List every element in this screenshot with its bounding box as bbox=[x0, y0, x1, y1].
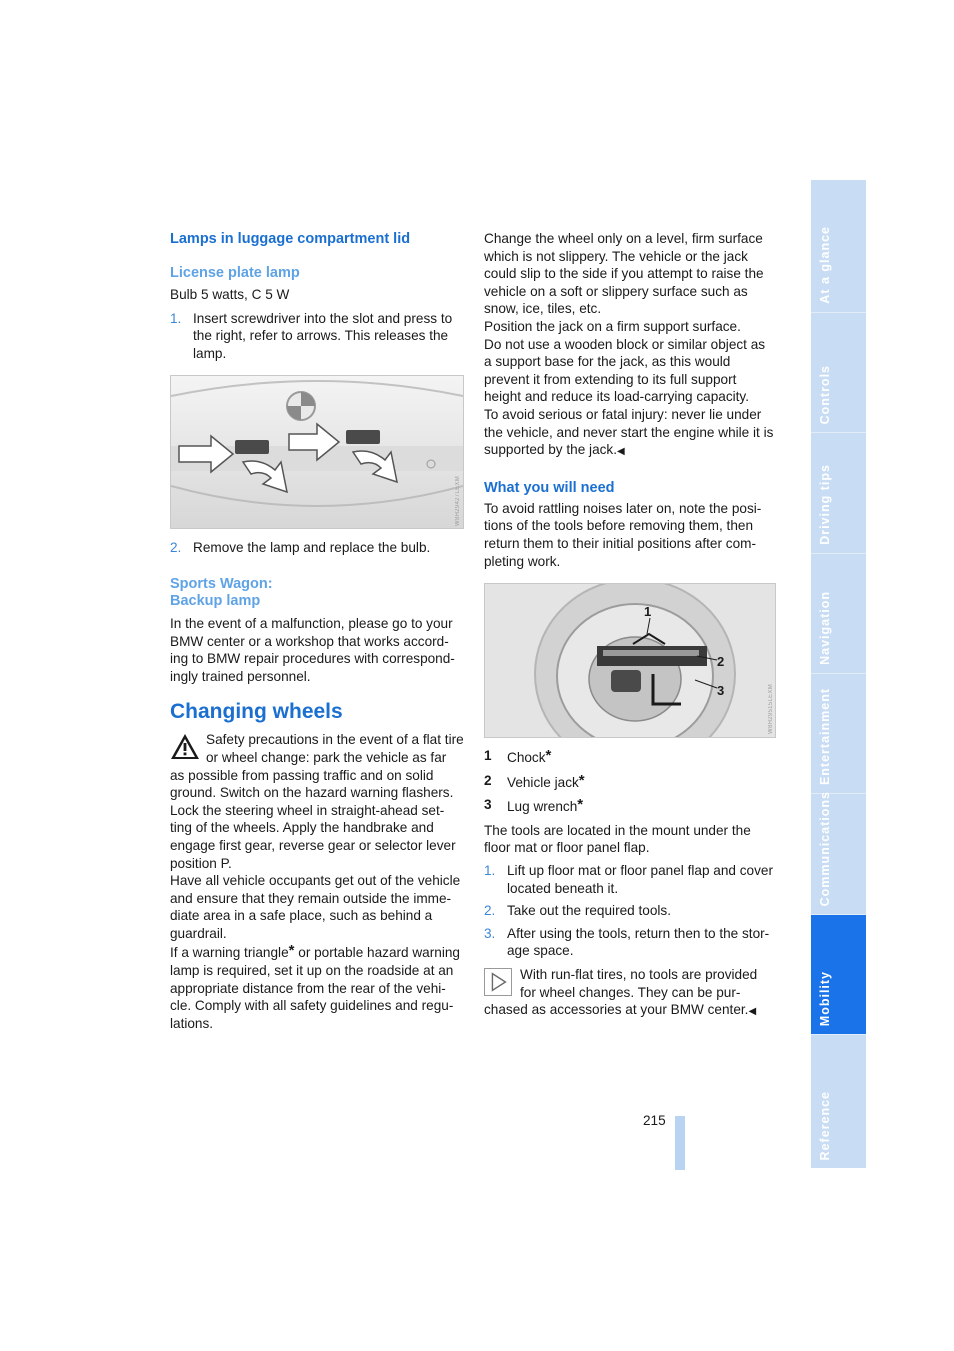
tool-number: 2 bbox=[484, 772, 492, 788]
end-mark-icon: ◀ bbox=[748, 1006, 757, 1018]
surface-paragraph-4 bbox=[484, 406, 776, 461]
tool-list bbox=[484, 747, 776, 816]
callout-3: 3 bbox=[717, 683, 725, 699]
safety-warning bbox=[170, 731, 464, 1032]
need-paragraph: To avoid rattling noises later on, note the posi-tions of the tools before removing them, then return them to their initial positions after com-pleting work. bbox=[484, 500, 762, 569]
end-mark-icon: ◀ bbox=[617, 446, 625, 458]
step-2 bbox=[170, 539, 464, 557]
tools-step-1 bbox=[484, 862, 776, 897]
tool-item bbox=[484, 796, 776, 816]
tool-name: Lug wrench bbox=[507, 799, 578, 815]
tab-label: Controls bbox=[818, 364, 832, 424]
tab-label: Navigation bbox=[818, 591, 832, 665]
tool-label bbox=[507, 796, 583, 816]
step-number: 3. bbox=[484, 925, 496, 941]
run-flat-note bbox=[484, 966, 776, 1021]
chapter-sidebar bbox=[811, 180, 866, 1168]
step-text: Take out the required tools. bbox=[507, 903, 671, 919]
tab-label: Communications bbox=[818, 790, 832, 906]
license-plate-lamp-illustration bbox=[171, 376, 463, 528]
tools-step-3 bbox=[484, 925, 776, 960]
license-plate-lamp-figure bbox=[170, 375, 464, 529]
note-text: With run-flat tires, no tools are provided for wheel changes. They can be pur-chased as accessories at your BMW center. bbox=[484, 967, 758, 1018]
tab-entertainment[interactable] bbox=[811, 674, 866, 794]
spare-wheel-well-illustration bbox=[485, 584, 775, 737]
tool-number: 1 bbox=[484, 748, 492, 764]
tab-label: Mobility bbox=[818, 970, 832, 1026]
section-heading-what-you-need: What you will need bbox=[484, 479, 615, 496]
callout-1: 1 bbox=[644, 604, 652, 620]
safety-text-a: If a warning triangle bbox=[170, 945, 289, 961]
tab-label: At a glance bbox=[818, 226, 832, 304]
optional-equipment-star: * bbox=[545, 747, 552, 765]
step-number: 1. bbox=[170, 310, 182, 326]
tool-name: Vehicle jack bbox=[507, 774, 579, 790]
step-number: 2. bbox=[484, 903, 496, 919]
safety-paragraph-3 bbox=[170, 942, 464, 1032]
tab-driving-tips[interactable] bbox=[811, 433, 866, 554]
section-heading-changing-wheels: Changing wheels bbox=[170, 700, 343, 724]
tab-reference[interactable] bbox=[811, 1035, 866, 1168]
step-text: Insert screwdriver into the slot and press to the right, refer to arrows. This releases the lamp. bbox=[193, 310, 453, 361]
surface-paragraph-3: Do not use a wooden block or similar object as a support base for the jack, as this would prevent it from extending to its full support height and reduce its load-carrying capacity. bbox=[484, 336, 766, 405]
surface-paragraph-1: Change the wheel only on a level, firm surface which is not slippery. The vehicle or the jack could slip to the side if you attempt to raise the vehicle on a soft or slippery surface such as snow, ice, tiles, etc. bbox=[484, 231, 764, 317]
step-number: 1. bbox=[484, 863, 496, 879]
note-arrow-icon bbox=[484, 968, 512, 996]
safety-paragraph-2: Have all vehicle occupants get out of the vehicle and ensure that they remain outside the imme-diate area in a safe place, such as behind a guardrail. bbox=[170, 873, 461, 941]
tool-number: 3 bbox=[484, 797, 492, 813]
section-heading-lamps: Lamps in luggage compartment lid bbox=[170, 231, 411, 247]
surface-paragraph-2: Position the jack on a firm support surface. bbox=[484, 318, 741, 334]
tab-label: Reference bbox=[818, 1090, 832, 1160]
warning-triangle-icon bbox=[170, 732, 200, 760]
step-text: Lift up floor mat or floor panel flap and cover located beneath it. bbox=[507, 863, 773, 896]
step-1 bbox=[170, 310, 464, 363]
figure-code: W8H29427LEXM bbox=[455, 476, 461, 527]
left-column bbox=[170, 228, 464, 1032]
tab-navigation[interactable] bbox=[811, 554, 866, 674]
tab-communications[interactable] bbox=[811, 790, 866, 915]
subheading-license-plate-lamp: License plate lamp bbox=[170, 265, 300, 281]
note-paragraph bbox=[484, 966, 776, 1021]
step-text: Remove the lamp and replace the bulb. bbox=[193, 540, 431, 556]
tab-mobility[interactable] bbox=[811, 915, 866, 1035]
step-text: After using the tools, return then to the stor-age space. bbox=[507, 925, 770, 959]
safety-text-b: or portable hazard warning lamp is required, set it up on the roadside at an appropriate distance from the rear of the vehi-cle. Comply with all safety guidelines and regu-lations. bbox=[170, 945, 460, 1031]
tab-controls[interactable] bbox=[811, 313, 866, 433]
tool-item bbox=[484, 772, 776, 792]
tab-label: Entertainment bbox=[818, 687, 832, 785]
right-column bbox=[484, 228, 776, 1021]
tool-item bbox=[484, 747, 776, 767]
subheading-backup-lamp: Backup lamp bbox=[170, 592, 261, 609]
tab-at-a-glance[interactable] bbox=[811, 180, 866, 313]
tab-label: Driving tips bbox=[818, 464, 832, 545]
step-number: 2. bbox=[170, 540, 182, 556]
safety-paragraph-1: Safety precautions in the event of a flat tire or wheel change: park the vehicle as far as possible from passing traffic and on solid ground. Switch on the hazard warning flashers. Lock the steering wheel in straight-ahead set-ting of the wheels. Apply the handbrake and engage first gear, reverse gear or selector lever position P. bbox=[170, 732, 464, 871]
wagon-paragraph: In the event of a malfunction, please go to your BMW center or a workshop that works accord-ing to BMW repair procedures with correspond-ingly trained personnel. bbox=[170, 615, 455, 684]
surface-text: To avoid serious or fatal injury: never lie under the vehicle, and never start the engine while it is supported by the jack. bbox=[484, 406, 774, 458]
tool-label bbox=[507, 747, 551, 767]
page-number: 215 bbox=[643, 1113, 666, 1128]
optional-equipment-star: * bbox=[288, 942, 295, 960]
tools-step-2 bbox=[484, 902, 776, 920]
subheading-sports-wagon: Sports Wagon: bbox=[170, 575, 273, 592]
tool-kit-figure bbox=[484, 583, 776, 738]
tool-name: Chock bbox=[507, 750, 546, 766]
callout-2: 2 bbox=[717, 654, 725, 670]
figure-code: W8H29515LEXM bbox=[768, 684, 774, 735]
bulb-spec: Bulb 5 watts, C 5 W bbox=[170, 287, 290, 302]
tools-location-paragraph: The tools are located in the mount under the floor mat or floor panel flap. bbox=[484, 822, 751, 856]
optional-equipment-star: * bbox=[578, 771, 585, 789]
tool-label bbox=[507, 772, 585, 792]
page-marker-bar bbox=[675, 1116, 685, 1170]
optional-equipment-star: * bbox=[577, 796, 584, 814]
